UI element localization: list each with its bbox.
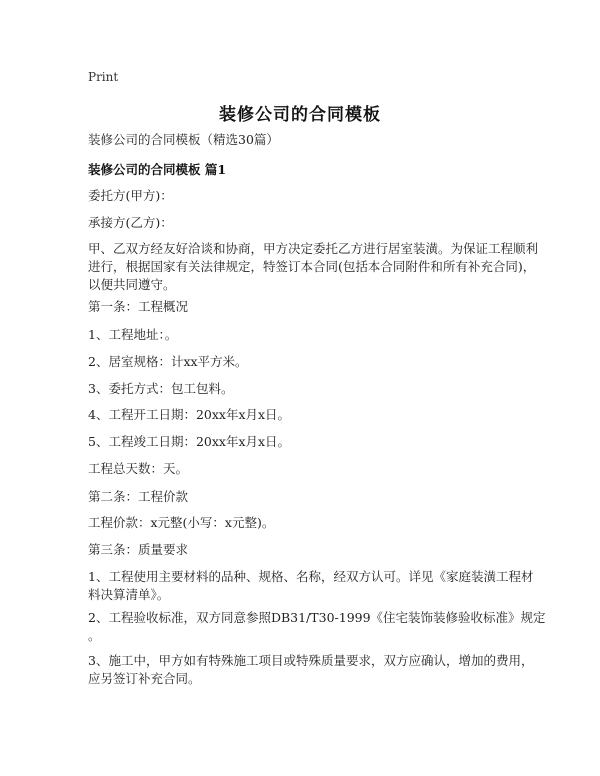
- client-party: 委托方(甲方)：: [88, 188, 173, 203]
- document-subtitle: 装修公司的合同模板（精选30篇）: [88, 132, 279, 147]
- article1-total-days: 工程总天数：天。: [88, 461, 189, 476]
- article3-item-1-line-1: 1、工程使用主要材料的品种、规格、名称，经双方认可。详见《家庭装潢工程材: [88, 569, 534, 584]
- contractor-party: 承接方(乙方)：: [88, 215, 173, 230]
- article3-item-3-line-1: 3、施工中，甲方如有特殊施工项目或特殊质量要求，双方应确认，增加的费用，: [88, 653, 534, 668]
- article3-item-2-line-2: 。: [88, 628, 101, 643]
- intro-line-2: 进行，根据国家有关法律规定，特签订本合同(包括本合同附件和所有补充合同)，: [88, 259, 536, 274]
- article1-item-1: 1、工程地址：。: [88, 327, 178, 342]
- article3-item-3-line-2: 应另签订补充合同。: [88, 671, 201, 686]
- article3-item-3: [88, 652, 534, 688]
- article1-item-2: 2、居室规格：计xx平方米。: [88, 354, 248, 369]
- article2-price: 工程价款：x元整(小写：x元整)。: [88, 515, 275, 530]
- section-heading: 装修公司的合同模板 篇1: [88, 162, 227, 177]
- print-link[interactable]: Print: [88, 70, 119, 84]
- article2-heading: 第二条：工程价款: [88, 489, 189, 504]
- article1-item-4: 4、工程开工日期：20xx年x月x日。: [88, 407, 291, 422]
- article3-heading: 第三条：质量要求: [88, 542, 189, 557]
- article3-item-1: [88, 568, 534, 604]
- article1-heading: 第一条：工程概况: [88, 299, 189, 314]
- document-title: 装修公司的合同模板: [219, 105, 381, 125]
- article3-item-1-line-2: 料决算清单》。: [88, 587, 170, 602]
- article3-item-2-line-1: 2、工程验收标准，双方同意参照DB31/T30-1999《住宅装饰装修验收标准》规定: [88, 610, 546, 625]
- intro-line-3: 以便共同遵守。: [88, 277, 176, 292]
- intro-paragraph: [88, 240, 539, 294]
- intro-line-1: 甲、乙双方经友好洽谈和协商，甲方决定委托乙方进行居室装潢。为保证工程顺利: [88, 241, 539, 256]
- article1-item-5: 5、工程竣工日期：20xx年x月x日。: [88, 434, 291, 449]
- article3-item-2: [88, 609, 546, 645]
- article1-item-3: 3、委托方式：包工包料。: [88, 381, 234, 396]
